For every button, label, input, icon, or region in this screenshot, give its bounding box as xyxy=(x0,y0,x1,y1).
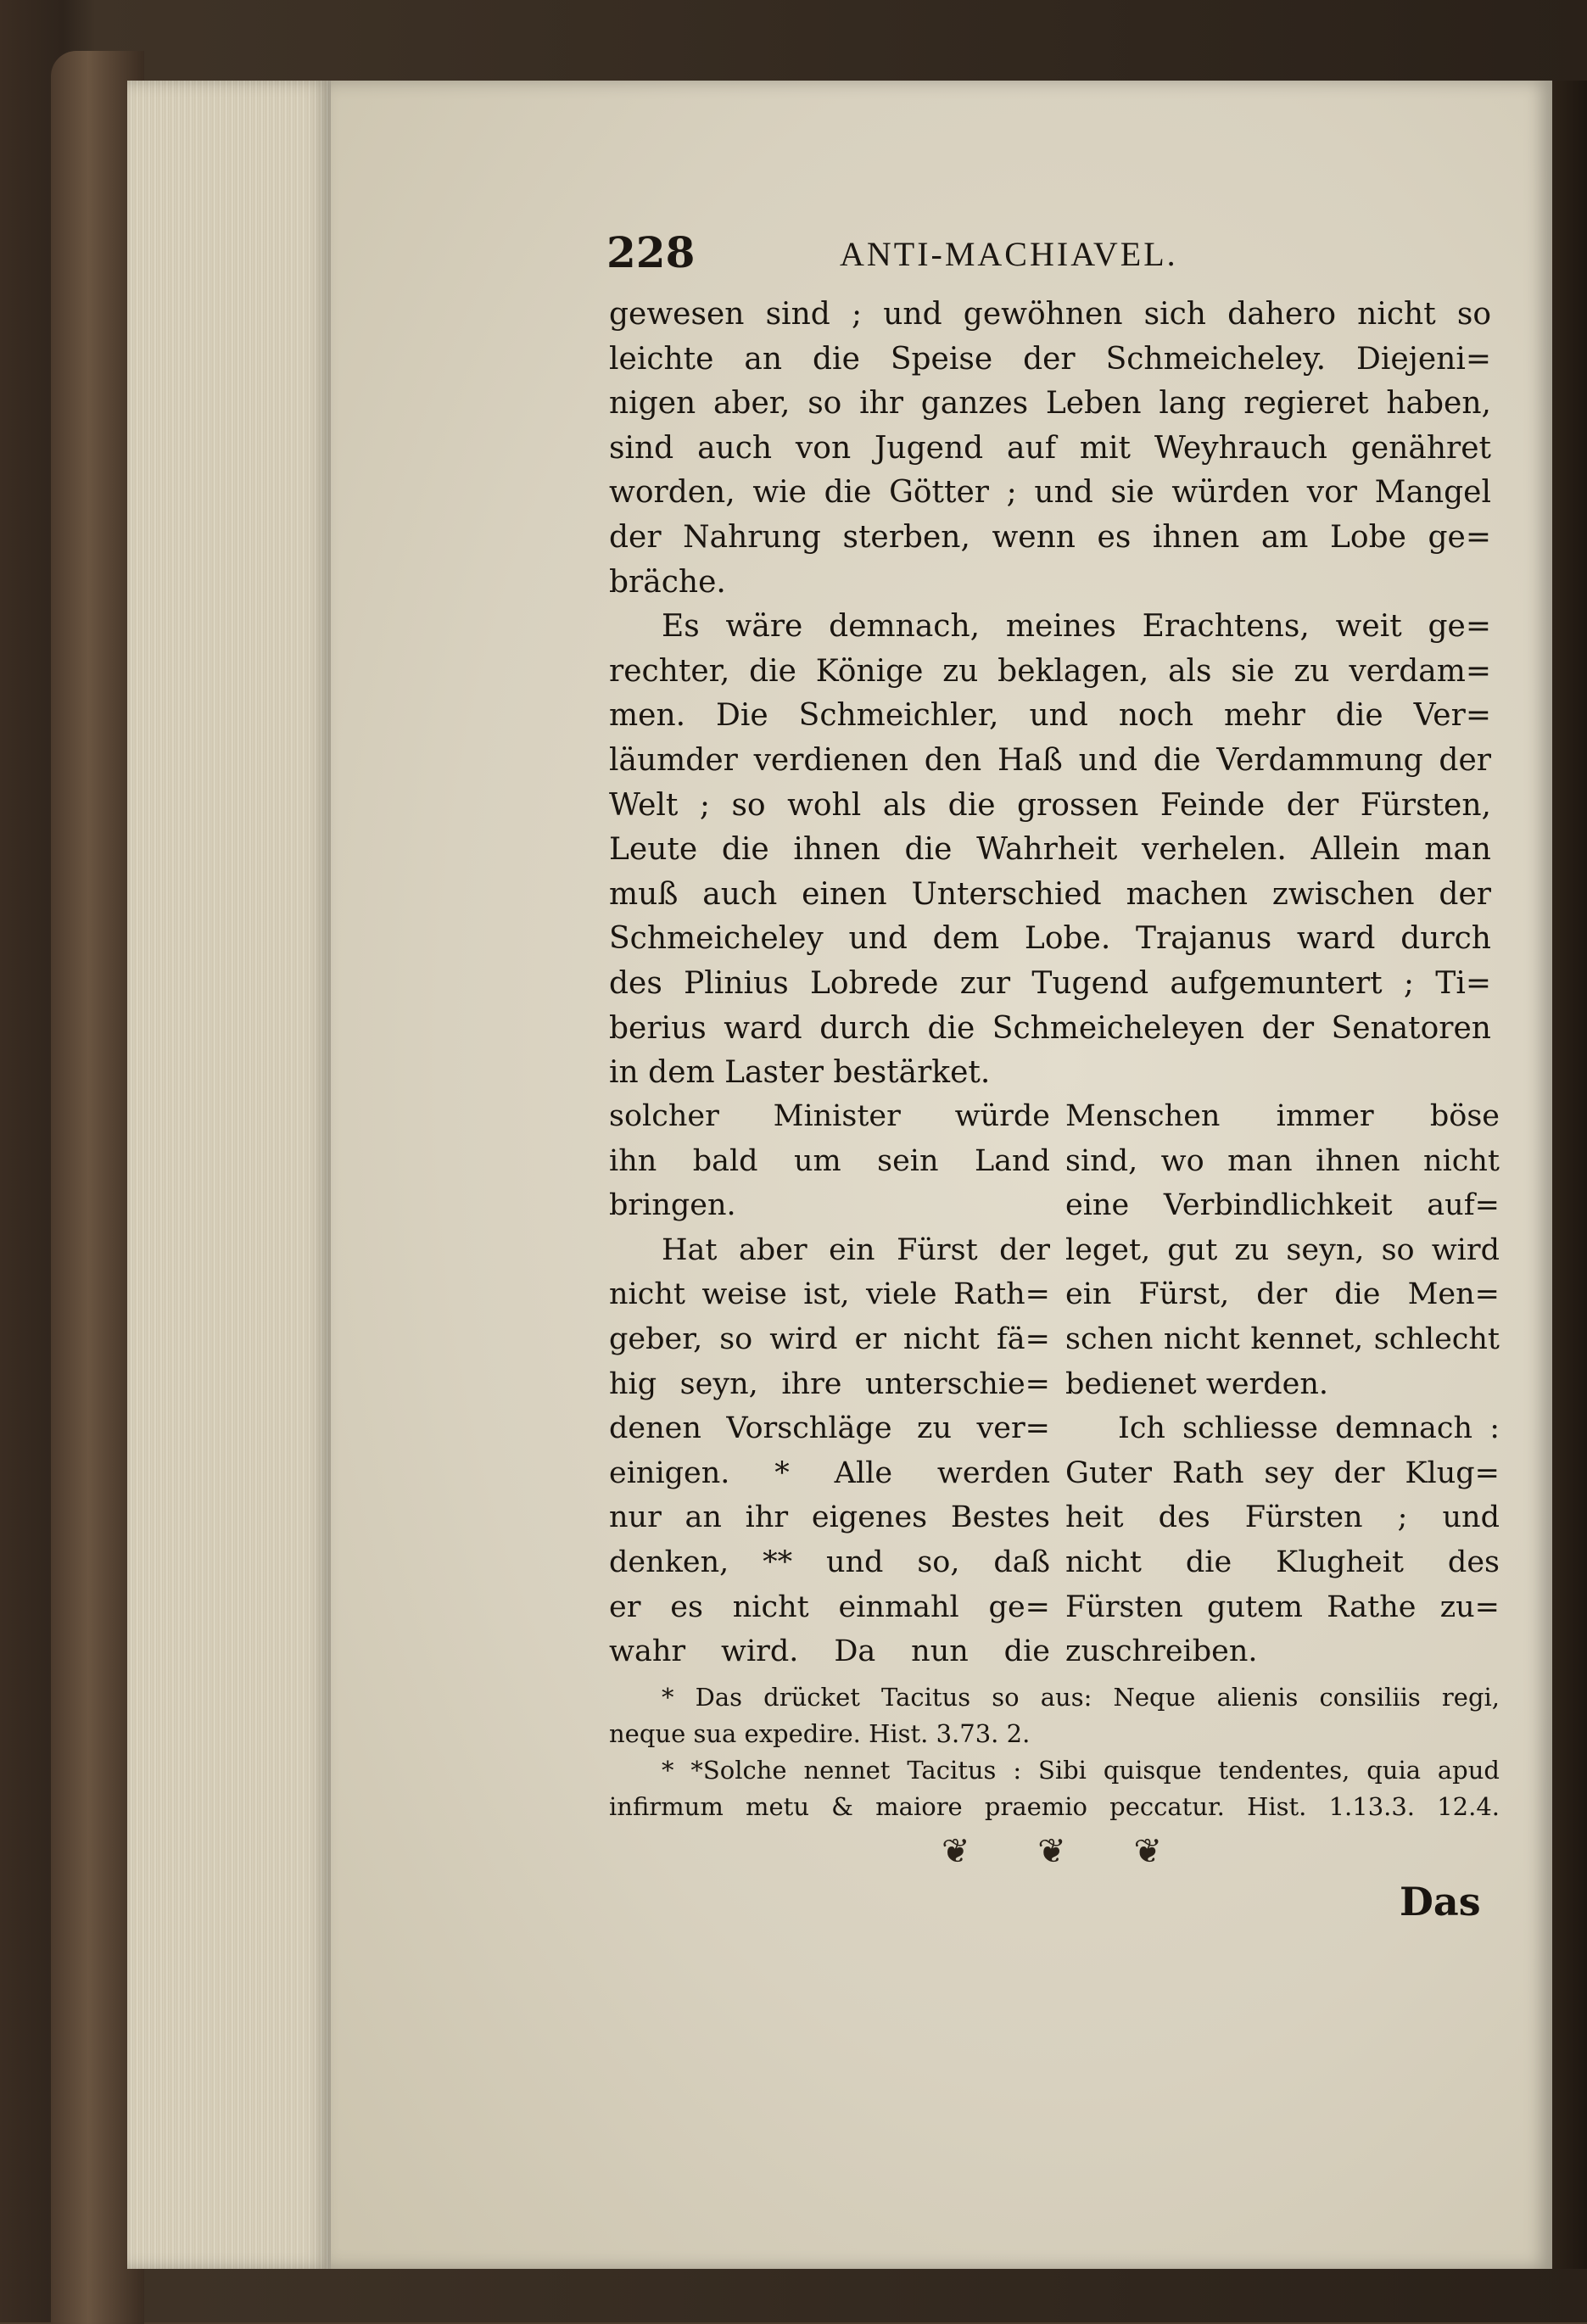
floral-ornament-icon: ❦ xyxy=(1037,1832,1066,1871)
column-line: Hat aber ein Fürst der xyxy=(662,1232,1050,1267)
right-column xyxy=(1065,1094,1500,1674)
column-line: ein Fürst, der die Men= xyxy=(1065,1277,1500,1312)
footnote-line: * *Solche nennet Tacitus : Sibi quisque tendentes, quia apud xyxy=(662,1756,1500,1785)
footnote-line: neque sua expedire. Hist. 3.73. 2. xyxy=(609,1719,1031,1748)
column-line: Fürsten gutem Rathe zu= xyxy=(1065,1589,1500,1624)
column-line: nur an ihr eigenes Bestes xyxy=(609,1500,1050,1535)
main-text-block xyxy=(609,293,1491,1096)
column-line: denken, ** und so, daß xyxy=(609,1545,1050,1579)
text-line: des Plinius Lobrede zur Tugend aufgemuntert ; Ti= xyxy=(609,965,1491,1001)
catchword: Das xyxy=(1400,1879,1481,1925)
column-line: solcher Minister würde xyxy=(609,1099,1050,1133)
column-line: denen Vorschläge zu ver= xyxy=(609,1411,1050,1446)
column-line: eine Verbindlichkeit auf= xyxy=(1065,1188,1500,1223)
column-line: geber, so wird er nicht fä= xyxy=(609,1321,1050,1356)
text-line: men. Die Schmeichler, und noch mehr die Ver= xyxy=(609,698,1491,734)
text-line: in dem Laster bestärket. xyxy=(609,1055,991,1091)
column-line: hig seyn, ihre unterschie= xyxy=(609,1366,1050,1401)
ornament-row xyxy=(942,1832,1162,1883)
text-line: bräche. xyxy=(609,564,726,600)
floral-ornament-icon: ❦ xyxy=(942,1832,970,1871)
page-header xyxy=(606,227,1497,287)
column-line: sind, wo man ihnen nicht xyxy=(1065,1143,1500,1178)
text-line: rechter, die Könige zu beklagen, als sie zu verdam= xyxy=(609,653,1491,689)
footnote-line: * Das drücket Tacitus so aus: Neque alienis consiliis regi, xyxy=(662,1683,1500,1712)
column-line: nicht die Klugheit des xyxy=(1065,1545,1500,1579)
column-line: er es nicht einmahl ge= xyxy=(609,1589,1050,1624)
text-line: Welt ; so wohl als die grossen Feinde der Fürsten, xyxy=(609,787,1491,823)
page-edges xyxy=(127,81,331,2269)
text-line: läumder verdienen den Haß und die Verdammung der xyxy=(609,742,1491,778)
floral-ornament-icon: ❦ xyxy=(1133,1832,1162,1871)
running-title: ANTI-MACHIAVEL. xyxy=(840,235,1178,273)
text-line: Es wäre demnach, meines Erachtens, weit ge= xyxy=(662,609,1491,645)
text-line: worden, wie die Götter ; und sie würden vor Mangel xyxy=(609,475,1491,511)
text-line: nigen aber, so ihr ganzes Leben lang regieret haben, xyxy=(609,386,1491,422)
column-line: heit des Fürsten ; und xyxy=(1065,1500,1500,1535)
text-line: der Nahrung sterben, wenn es ihnen am Lobe ge= xyxy=(609,519,1491,555)
page-right-shadow xyxy=(1552,81,1587,2269)
column-line: Ich schliesse demnach : xyxy=(1118,1411,1500,1446)
text-line: Leute die ihnen die Wahrheit verhelen. Allein man xyxy=(609,832,1491,868)
text-line: berius ward durch die Schmeicheleyen der Senatoren xyxy=(609,1010,1491,1046)
text-line: gewesen sind ; und gewöhnen sich dahero nicht so xyxy=(609,297,1491,332)
column-line: leget, gut zu seyn, so wird xyxy=(1065,1232,1500,1267)
text-line: leichte an die Speise der Schmeicheley. Diejeni= xyxy=(609,341,1491,377)
column-line: ihn bald um sein Land xyxy=(609,1143,1050,1178)
column-line: nicht weise ist, viele Rath= xyxy=(609,1277,1050,1312)
column-line: bringen. xyxy=(609,1188,736,1223)
text-line: muß auch einen Unterschied machen zwischen der xyxy=(609,876,1491,912)
footnote-line: infirmum metu & maiore praemio peccatur. Hist. 1.13.3. 12.4. xyxy=(609,1792,1500,1821)
page-number: 228 xyxy=(606,227,696,277)
column-line: schen nicht kennet, schlecht xyxy=(1065,1321,1500,1356)
column-line: einigen. * Alle werden xyxy=(609,1455,1050,1490)
column-line: wahr wird. Da nun die xyxy=(609,1634,1050,1669)
column-line: bedienet werden. xyxy=(1065,1366,1329,1401)
text-line: sind auch von Jugend auf mit Weyhrauch genähret xyxy=(609,430,1491,466)
column-line: Menschen immer böse xyxy=(1065,1099,1500,1133)
text-line: Schmeicheley und dem Lobe. Trajanus ward durch xyxy=(609,921,1491,957)
footnotes xyxy=(609,1679,1500,1825)
column-line: zuschreiben. xyxy=(1065,1634,1258,1669)
left-column xyxy=(609,1094,1050,1674)
column-line: Guter Rath sey der Klug= xyxy=(1065,1455,1500,1490)
